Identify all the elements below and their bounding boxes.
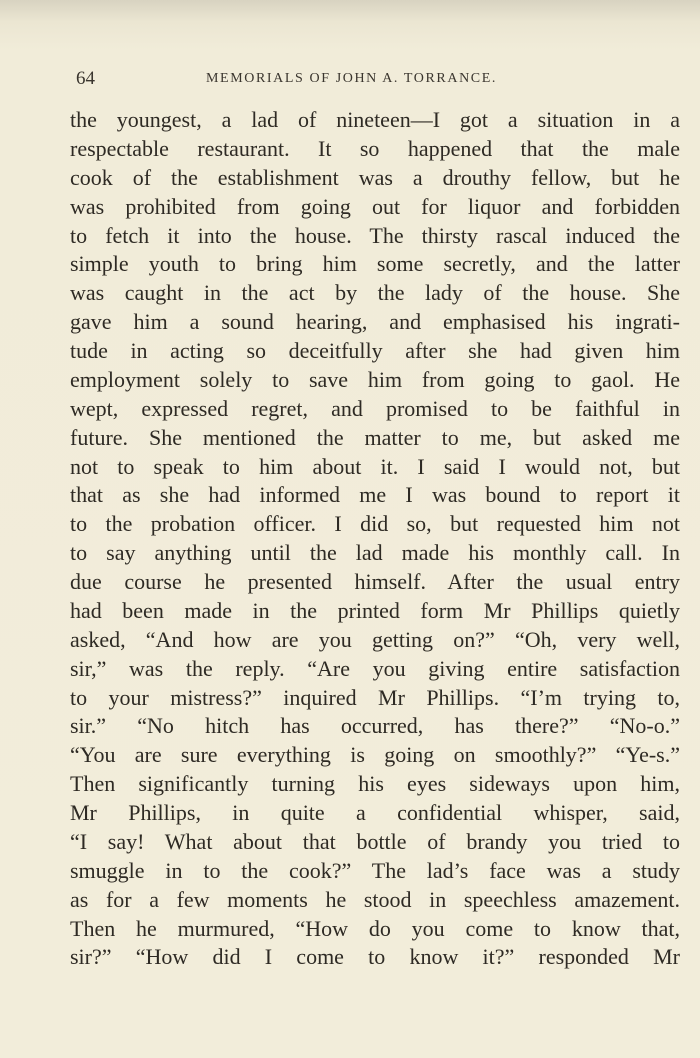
body-text: [70, 106, 680, 972]
text-line: asked, “And how are you getting on?” “Oh, very well,: [70, 626, 680, 652]
text-line: cook of the establishment was a drouthy fellow, but he: [70, 164, 680, 190]
text-line: to your mistress?” inquired Mr Phillips. “I’m trying to,: [70, 684, 680, 710]
text-line: smuggle in to the cook?” The lad’s face was a study: [70, 857, 680, 883]
text-line: due course he presented himself. After the usual entry: [70, 569, 680, 594]
text-line: “I say! What about that bottle of brandy you tried to: [70, 828, 680, 854]
text-line: respectable restaurant. It so happened that the male: [70, 135, 680, 161]
text-line: was caught in the act by the lady of the house. She: [70, 280, 680, 306]
running-head: MEMORIALS OF JOHN A. TORRANCE.: [206, 71, 497, 86]
text-line: employment solely to save him from going to gaol. He: [70, 366, 680, 392]
text-line: “You are sure everything is going on smoothly?” “Ye-s.”: [70, 742, 680, 768]
text-line: simple youth to bring him some secretly, and the latter: [70, 251, 680, 277]
text-line: had been made in the printed form Mr Phillips quietly: [70, 597, 680, 623]
text-line: not to speak to him about it. I said I would not, but: [70, 453, 680, 479]
text-line: wept, expressed regret, and promised to be faithful in: [70, 395, 680, 421]
text-line: the youngest, a lad of nineteen—I got a situation in a: [70, 107, 680, 132]
text-line: sir?” “How did I come to know it?” responded Mr: [70, 944, 680, 970]
text-line: Then significantly turning his eyes sideways upon him,: [70, 771, 680, 797]
text-line: was prohibited from going out for liquor and forbidden: [70, 193, 680, 219]
text-line: to the probation officer. I did so, but requested him not: [70, 511, 680, 537]
text-line: gave him a sound hearing, and emphasised his ingrati-: [70, 309, 680, 335]
text-line: future. She mentioned the matter to me, but asked me: [70, 424, 680, 450]
page-header: [76, 68, 680, 94]
text-line: to say anything until the lad made his monthly call. In: [70, 540, 680, 566]
text-line: tude in acting so deceitfully after she had given him: [70, 338, 680, 363]
text-line: that as she had informed me I was bound to report it: [70, 482, 680, 508]
text-line: sir.” “No hitch has occurred, has there?” “No-o.”: [70, 713, 680, 739]
text-line: Then he murmured, “How do you come to know that,: [70, 915, 680, 941]
text-line: to fetch it into the house. The thirsty rascal induced the: [70, 222, 680, 248]
text-line: Mr Phillips, in quite a confidential whisper, said,: [70, 800, 680, 825]
text-line: as for a few moments he stood in speechless amazement.: [70, 886, 680, 912]
page-number: 64: [76, 68, 95, 89]
text-line: sir,” was the reply. “Are you giving entire satisfaction: [70, 655, 680, 681]
